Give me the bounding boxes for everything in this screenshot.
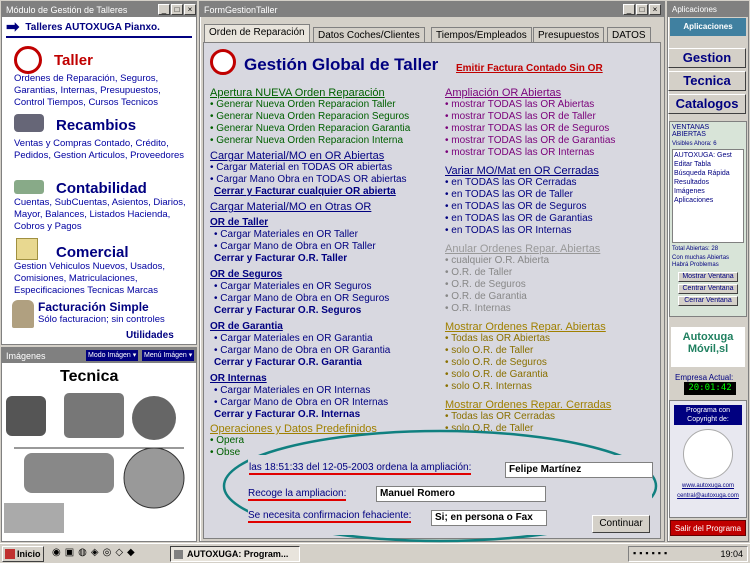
comercial-link[interactable]: Comercial: [56, 244, 129, 261]
contabilidad-desc: Cuentas, SubCuentas, Asientos, Diarios, Mayor, Balances, Listados Hacienda, Cobros y Pagos: [14, 197, 186, 232]
list-item[interactable]: • O.R. de Taller: [445, 267, 659, 279]
tray-icons[interactable]: ▪▪▪▪▪▪: [633, 548, 671, 558]
list-item[interactable]: • solo O.R. de Taller: [445, 345, 659, 357]
taller-link[interactable]: Taller: [54, 52, 93, 69]
taskbar-app-label: AUTOXUGA: Program...: [187, 549, 289, 559]
confirm-field[interactable]: Si; en persona o Fax: [431, 510, 547, 526]
ventana-item[interactable]: Imágenes: [674, 188, 705, 195]
list-item[interactable]: • Cargar Mano de Obra en OR Garantia: [210, 345, 440, 357]
emitir-factura-link[interactable]: Emitir Factura Contado Sin OR: [456, 63, 603, 74]
clock-display: 20:01:42: [684, 382, 736, 395]
apps-titlebar[interactable]: [668, 2, 748, 17]
operaciones-title[interactable]: Operaciones y Datos Predefinidos: [210, 423, 377, 435]
copyright-panel: [669, 400, 747, 518]
start-label: Inicio: [17, 549, 41, 559]
list-item[interactable]: • Generar Nueva Orden Reparacion Seguros: [210, 111, 440, 123]
problemas-note: Con muchas Abiertas Habrá Problemas: [672, 255, 730, 268]
main-heading: Gestión Global de Taller: [244, 55, 439, 74]
tab-orden-reparacion[interactable]: Orden de Reparación: [204, 24, 310, 43]
taskbar: [0, 543, 750, 563]
ventana-item[interactable]: Editar Tabla: [674, 161, 711, 168]
cerrar-ventana-button[interactable]: Cerrar Ventana: [678, 296, 738, 306]
list-item[interactable]: • Cargar Material en TODAS OR abiertas: [210, 162, 440, 174]
confirm-label: Se necesita confirmacion fehaciente:: [248, 510, 412, 521]
list-item[interactable]: • mostrar TODAS las OR Internas: [445, 147, 659, 159]
technical-engine-image: [4, 388, 194, 538]
tecnica-button[interactable]: Tecnica: [668, 71, 746, 91]
list-item[interactable]: • en TODAS las OR Internas: [445, 225, 659, 237]
copyright-label: Programa con Copyright de:: [674, 405, 742, 425]
recoge-label: Recoge la ampliacion:: [248, 488, 347, 499]
gestion-button[interactable]: Gestion: [668, 48, 746, 68]
list-item[interactable]: • Cargar Mano Obra en TODAS OR abiertas: [210, 174, 440, 186]
utilidades-link[interactable]: Utilidades: [126, 330, 174, 341]
brand-logo: Autoxuga Móvil,sl: [671, 327, 745, 367]
salir-button[interactable]: Salir del Programa: [670, 520, 746, 536]
menu-image-label: Menú Imágen: [144, 352, 187, 359]
section-title-0[interactable]: Apertura NUEVA Orden Reparación: [210, 87, 385, 99]
catalogos-button[interactable]: Catalogos: [668, 94, 746, 114]
section-title-2[interactable]: Cargar Material/MO en Otras OR: [210, 201, 372, 213]
section-list-r0: [445, 99, 659, 159]
main-maximize-button[interactable]: □: [636, 4, 648, 15]
recoge-field[interactable]: Manuel Romero: [376, 486, 546, 502]
recambios-desc: Ventas y Compras Contado, Crédito, Pedidos, Gestion Articulos, Proveedores: [14, 138, 185, 161]
centrar-ventana-button[interactable]: Centrar Ventana: [678, 284, 738, 294]
main-form-window: [199, 1, 665, 542]
list-item[interactable]: • en TODAS las OR de Taller: [445, 189, 659, 201]
list-item[interactable]: • cualquier O.R. Abierta: [445, 255, 659, 267]
list-item[interactable]: • en TODAS las OR de Garantias: [445, 213, 659, 225]
continuar-button[interactable]: Continuar: [592, 515, 650, 533]
bold-action[interactable]: Cerrar y Facturar O.R. Garantia: [214, 357, 362, 368]
section-title-r2[interactable]: Anular Ordenes Repar. Abiertas: [445, 243, 601, 255]
section-title-r3[interactable]: Mostrar Ordenes Repar. Abiertas: [445, 321, 606, 333]
bold-action[interactable]: Cerrar y Facturar O.R. Taller: [214, 253, 348, 264]
tab-tiempos[interactable]: Tiempos/Empleados: [431, 27, 532, 43]
right-column: [445, 87, 659, 435]
apps-title: Aplicaciones: [672, 5, 717, 14]
minimize-button[interactable]: _: [158, 4, 170, 15]
taskbar-app-button[interactable]: [170, 546, 300, 562]
ventana-item[interactable]: Aplicaciones: [674, 197, 714, 204]
arrow-icon: ➡: [6, 19, 20, 36]
clock-icon: [14, 46, 42, 74]
list-item[interactable]: • O.R. Internas: [445, 303, 659, 315]
list-item[interactable]: • en TODAS las OR Cerradas: [445, 177, 659, 189]
ventanas-list[interactable]: [672, 149, 744, 243]
section-list-0: [210, 99, 440, 147]
left-header-text: Talleres AUTOXUGA Pianxo.: [25, 21, 160, 33]
list-item[interactable]: • Cargar Materiales en OR Internas: [210, 385, 440, 397]
main-titlebar[interactable]: [200, 2, 664, 17]
ventanas-panel: [669, 121, 747, 317]
section-list-r1: [445, 177, 659, 237]
list-item[interactable]: • Todas las OR Abiertas: [445, 333, 659, 345]
windows-logo-icon: [5, 549, 15, 559]
list-item[interactable]: • Generar Nueva Orden Reparacion Interna: [210, 135, 440, 147]
main-title: FormGestionTaller: [204, 4, 278, 15]
taskbar-clock: 19:04: [720, 549, 743, 559]
ventanas-title: VENTANAS ABIERTAS: [672, 124, 710, 138]
section-title-r0[interactable]: Ampliación OR Abiertas: [445, 87, 562, 99]
list-item[interactable]: • Generar Nueva Orden Reparacion Garantia: [210, 123, 440, 135]
system-tray: [628, 546, 748, 562]
left-header: [6, 18, 192, 38]
maximize-button[interactable]: □: [171, 4, 183, 15]
person-icon: [12, 300, 34, 328]
parts-icon: [14, 114, 44, 132]
images-title: Imágenes: [6, 350, 46, 361]
list-item[interactable]: • mostrar TODAS las OR Abiertas: [445, 99, 659, 111]
bold-action[interactable]: Cerrar y Facturar O.R. Internas: [214, 409, 361, 420]
comercial-desc: Gestion Vehiculos Nuevos, Usados, Comisiones, Matriculaciones, Especificaciones Tecnicas Marcas: [14, 261, 166, 296]
sub-or-title-3[interactable]: OR Internas: [210, 373, 267, 384]
list-item[interactable]: • solo O.R. de Seguros: [445, 357, 659, 369]
sub-or-title-0[interactable]: OR de Taller: [210, 217, 269, 228]
list-item[interactable]: • O.R. de Garantia: [445, 291, 659, 303]
list-item[interactable]: • Generar Nueva Orden Reparacion Taller: [210, 99, 440, 111]
tab-presupuestos[interactable]: Presupuestos: [533, 27, 604, 43]
left-module-window: [1, 1, 197, 345]
left-window-title: Módulo de Gestión de Talleres: [6, 4, 128, 15]
list-item[interactable]: • en TODAS las OR de Seguros: [445, 201, 659, 213]
ordena-label: las 18:51:33 del 12-05-2003 ordena la ampliación:: [249, 462, 472, 473]
tab-datos-coches[interactable]: Datos Coches/Clientes: [313, 27, 425, 43]
bold-action[interactable]: Cerrar y Facturar O.R. Seguros: [214, 305, 362, 316]
total-count: Total Abiertas: 28: [672, 246, 719, 252]
main-minimize-button[interactable]: _: [623, 4, 635, 15]
ordena-field[interactable]: Felipe Martínez: [505, 462, 653, 478]
list-item[interactable]: • mostrar TODAS las OR de Garantias: [445, 135, 659, 147]
contabilidad-link[interactable]: Contabilidad: [56, 180, 147, 197]
quicklaunch-icons[interactable]: ◉▣◍◈◎◇◆: [52, 547, 139, 558]
list-item[interactable]: • Cargar Materiales en OR Seguros: [210, 281, 440, 293]
visibles-count: Visibles Ahora: 6: [672, 141, 717, 147]
recambios-link[interactable]: Recambios: [56, 117, 137, 134]
bold-action[interactable]: Cerrar y Facturar cualquier OR abierta: [214, 186, 396, 197]
section-title-r1[interactable]: Variar MO/Mat en OR Cerradas: [445, 165, 599, 177]
web-link[interactable]: www.autoxuga.com: [681, 483, 735, 489]
section-title-1[interactable]: Cargar Material/MO en OR Abiertas: [210, 150, 385, 162]
image-label: Tecnica: [60, 368, 119, 385]
email-link[interactable]: central@autoxuga.com: [677, 493, 739, 499]
menu-image-button[interactable]: Menú Imágen ▾: [144, 352, 193, 359]
section-list-r2: [445, 255, 659, 315]
list-item[interactable]: • mostrar TODAS las OR de Taller: [445, 111, 659, 123]
money-icon: [14, 180, 44, 194]
ventana-item[interactable]: Resultados: [674, 179, 710, 186]
main-close-button[interactable]: ×: [649, 4, 661, 15]
close-button[interactable]: ×: [184, 4, 196, 15]
list-item[interactable]: • Cargar Materiales en OR Taller: [210, 229, 440, 241]
tab-datos[interactable]: DATOS: [607, 27, 651, 43]
mostrar-ventana-button[interactable]: Mostrar Ventana: [678, 272, 738, 282]
section-list-r3: [445, 333, 659, 393]
app-icon: [174, 550, 183, 559]
mode-image-button[interactable]: Modo Imágen ▾: [88, 352, 137, 359]
list-item[interactable]: • Cargar Mano de Obra en OR Taller: [210, 241, 440, 253]
section-title-r4[interactable]: Mostrar Ordenes Repar. Cerradas: [445, 399, 612, 411]
list-item[interactable]: • Obse: [210, 447, 440, 459]
document-icon: [16, 238, 38, 260]
empresa-label: Empresa Actual:: [675, 373, 734, 382]
start-button[interactable]: [2, 546, 44, 562]
list-item[interactable]: • O.R. de Seguros: [445, 279, 659, 291]
mode-image-label: Modo Imágen: [88, 352, 131, 359]
list-item[interactable]: • mostrar TODAS las OR de Seguros: [445, 123, 659, 135]
images-window: [1, 347, 197, 542]
list-item[interactable]: • solo O.R. de Taller: [445, 423, 659, 435]
ventana-item[interactable]: AUTOXUGA: Gest: [674, 152, 732, 159]
left-column: [210, 87, 440, 459]
taller-desc: Ordenes de Reparación, Seguros, Garantias, Internas, Presupuestos, Control Tiempos, Cursos Tecnicos: [14, 73, 161, 108]
list-item[interactable]: • Todas las OR Cerradas: [445, 411, 659, 423]
facturacion-desc: Sólo facturacion; sin controles: [38, 314, 165, 325]
list-item[interactable]: • solo O.R. de Garantia: [445, 369, 659, 381]
list-item[interactable]: • solo O.R. Internas: [445, 381, 659, 393]
list-item[interactable]: • Cargar Materiales en OR Garantia: [210, 333, 440, 345]
list-item[interactable]: • Cargar Mano de Obra en OR Internas: [210, 397, 440, 409]
ventana-item[interactable]: Búsqueda Rápida: [674, 170, 730, 177]
section-list-1: [210, 162, 440, 186]
clock-icon: [210, 49, 236, 75]
aplicaciones-button[interactable]: Aplicaciones: [670, 18, 746, 36]
sub-or-title-1[interactable]: OR de Seguros: [210, 269, 283, 280]
facturacion-link[interactable]: Facturación Simple: [38, 300, 149, 314]
copyright-logo: [683, 429, 733, 479]
list-item[interactable]: • Opera: [210, 435, 440, 447]
list-item[interactable]: • Cargar Mano de Obra en OR Seguros: [210, 293, 440, 305]
sub-or-title-2[interactable]: OR de Garantia: [210, 321, 283, 332]
